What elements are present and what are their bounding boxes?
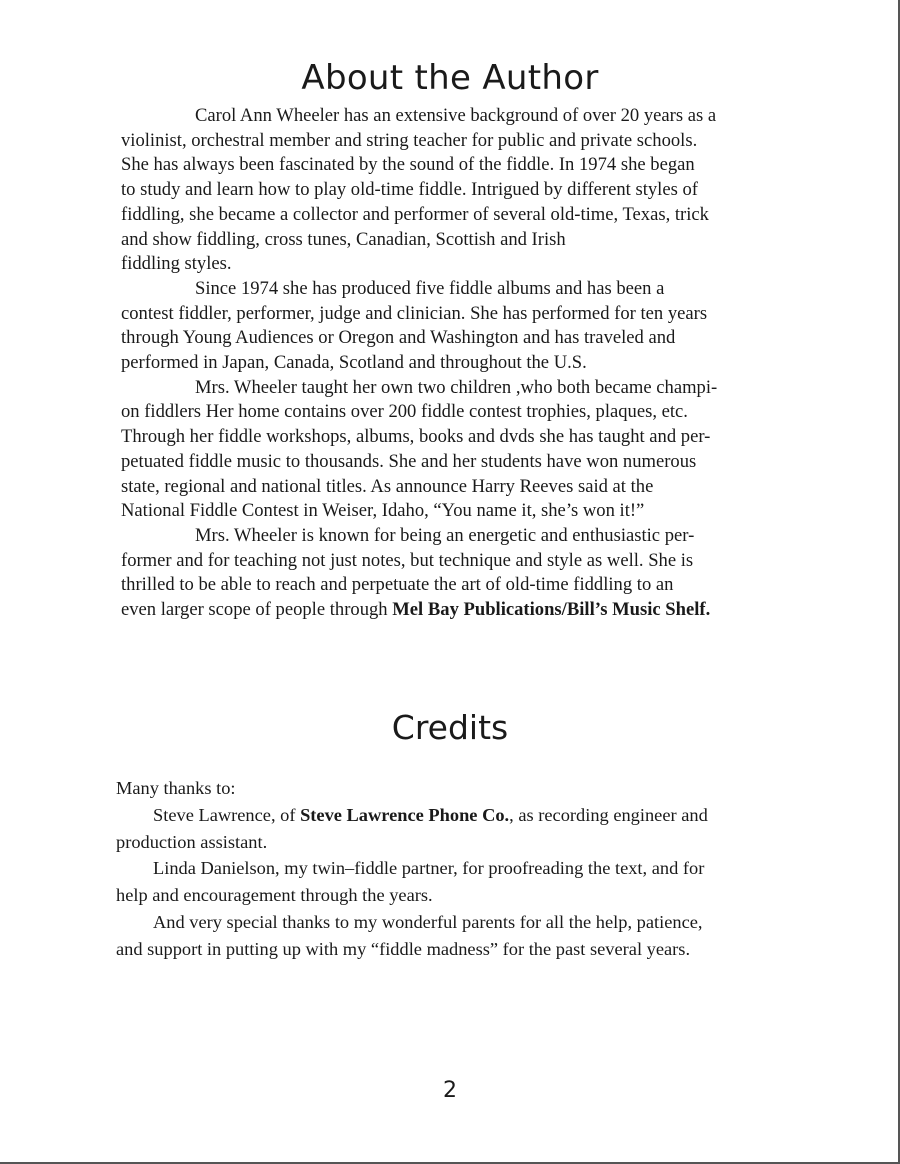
text-line: National Fiddle Contest in Weiser, Idaho, “You name it, she’s won it!” [121,500,645,522]
text-segment: , as recording engineer and [509,804,708,825]
text-line: Mrs. Wheeler taught her own two children ,who both became champi- [195,376,718,398]
about-author-heading: About the Author [301,58,599,98]
text-line: thrilled to be able to reach and perpetuate the art of old-time fiddling to an [121,574,674,596]
text-line: She has always been fascinated by the sound of the fiddle. In 1974 she began [121,154,695,176]
text-line: And very special thanks to my wonderful parents for all the help, patience, [153,911,703,932]
about-author-body [121,104,783,623]
text-line: to study and learn how to play old-time fiddle. Intrigued by different styles of [121,179,698,201]
credits-intro: Many thanks to: [116,778,236,798]
text-line: fiddling styles. [121,253,232,275]
text-line: on fiddlers Her home contains over 200 fiddle contest trophies, plaques, etc. [121,401,688,423]
text-segment: even larger scope of people through [121,599,393,621]
text-line: former and for teaching not just notes, but technique and style as well. She is [121,549,694,571]
text-line: petuated fiddle music to thousands. She and her students have won numerous [121,450,697,472]
text-line: production assistant. [116,831,268,852]
text-line: Carol Ann Wheeler has an extensive background of over 20 years as a [195,105,717,126]
publisher-name: Mel Bay Publications/Bill’s Music Shelf. [392,599,711,621]
text-line: Mrs. Wheeler is known for being an energetic and enthusiastic per- [195,524,695,546]
text-line: Linda Danielson, my twin–fiddle partner, for proofreading the text, and for [153,858,705,879]
text-segment: Steve Lawrence, of [153,804,301,825]
text-line: state, regional and national titles. As announce Harry Reeves said at the [121,475,654,497]
text-line: performed in Japan, Canada, Scotland and throughout the U.S. [121,352,587,374]
company-name: Steve Lawrence Phone Co. [300,804,510,825]
credits-body [116,775,796,963]
page-number: 2 [443,1078,457,1103]
credits-heading: Credits [391,708,509,747]
text-line: through Young Audiences or Oregon and Washington and has traveled and [121,327,676,349]
text-line: violinist, orchestral member and string teacher for public and private schools. [121,129,698,151]
text-line: help and encouragement through the years. [116,885,433,906]
text-line: fiddling, she became a collector and performer of several old-time, Texas, trick [121,203,709,225]
text-line: and show fiddling, cross tunes, Canadian, Scottish and Irish [121,228,566,250]
text-line [116,802,796,829]
text-line-last [121,598,783,623]
text-line: contest fiddler, performer, judge and clinician. She has performed for ten years [121,302,708,324]
text-line: Since 1974 she has produced five fiddle albums and has been a [195,277,665,299]
text-line: and support in putting up with my “fiddle madness” for the past several years. [116,938,691,959]
text-line: Through her fiddle workshops, albums, books and dvds she has taught and per- [121,426,711,448]
